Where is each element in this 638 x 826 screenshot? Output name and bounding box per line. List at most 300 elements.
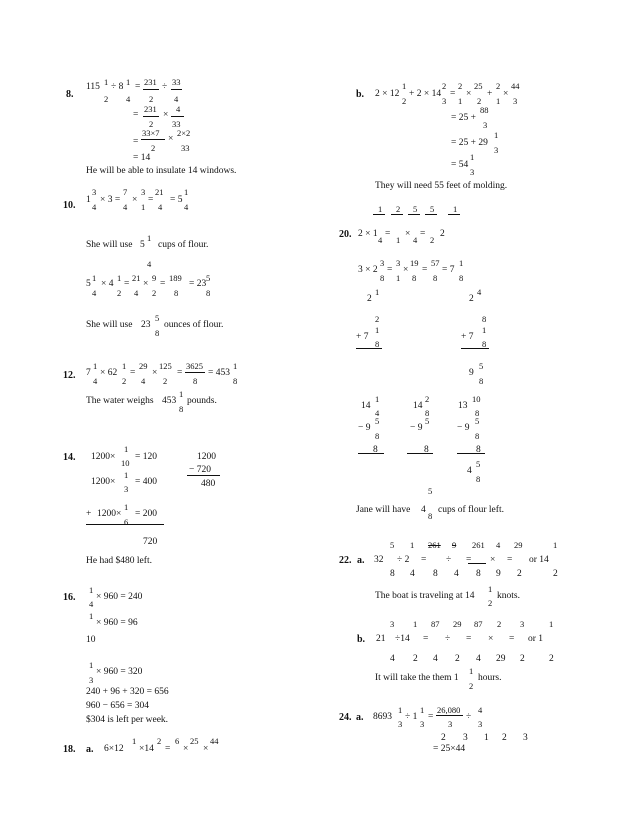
operator: × bbox=[466, 89, 472, 99]
fraction-bar bbox=[408, 214, 420, 215]
denominator: 8 bbox=[482, 339, 487, 349]
fraction-bar bbox=[436, 715, 463, 716]
equals: = bbox=[466, 634, 472, 644]
denominator: 3 bbox=[494, 145, 499, 155]
denominator: 8 bbox=[428, 511, 433, 521]
numerator: 1 bbox=[124, 444, 129, 454]
numerator: 19 bbox=[410, 258, 419, 268]
equals: = bbox=[450, 89, 456, 99]
numerator: 1 bbox=[378, 204, 383, 214]
numerator: 3 bbox=[396, 258, 401, 268]
denominator: 3 bbox=[442, 96, 447, 106]
numerator: 5 bbox=[475, 416, 480, 426]
operator: × 3 = bbox=[100, 195, 121, 205]
whole: 5 bbox=[86, 279, 91, 289]
equals: = bbox=[124, 279, 130, 289]
denominator: 8 bbox=[433, 569, 438, 579]
numerator: 231 bbox=[144, 77, 157, 87]
fraction-bar bbox=[425, 214, 437, 215]
cancel-factor: 1 bbox=[484, 733, 489, 743]
denominator: 2 bbox=[520, 654, 525, 664]
numerator: 25 bbox=[190, 736, 199, 746]
numerator: 1 bbox=[420, 705, 425, 715]
numerator: 1 bbox=[93, 361, 98, 371]
result: = 25×44 bbox=[433, 744, 466, 754]
numerator: 1 bbox=[549, 619, 554, 629]
operator: ÷ bbox=[446, 555, 452, 565]
numerator: 1 bbox=[179, 389, 184, 399]
denominator: 33 bbox=[172, 119, 181, 129]
numerator: 5 bbox=[428, 486, 433, 496]
expression: 2 × 1 bbox=[358, 229, 378, 239]
whole: 7 bbox=[86, 368, 91, 378]
answer-text: knots. bbox=[497, 591, 520, 601]
numerator: 3 bbox=[390, 619, 395, 629]
numerator: 7 bbox=[123, 187, 128, 197]
denominator: 8 bbox=[412, 273, 417, 283]
denominator: 2 bbox=[117, 288, 122, 298]
numerator: 1 bbox=[459, 258, 464, 268]
expression: × 960 = 240 bbox=[96, 592, 143, 602]
numerator: 5 bbox=[425, 416, 430, 426]
result: = 120 bbox=[135, 452, 157, 462]
sum-line bbox=[86, 524, 164, 525]
operator: ÷ 1 bbox=[405, 712, 418, 722]
numerator: 26,080 bbox=[437, 705, 461, 715]
denominator: 2 bbox=[149, 94, 154, 104]
operator: × bbox=[403, 265, 409, 275]
expression: 2 × 12 bbox=[375, 89, 400, 99]
whole: 5 bbox=[140, 240, 145, 250]
cancel-factor: 3 bbox=[463, 733, 468, 743]
answer-sentence: $304 is left per week. bbox=[86, 715, 169, 725]
equals: = bbox=[385, 229, 391, 239]
numerator: 4 bbox=[478, 705, 483, 715]
difference-line bbox=[407, 453, 433, 454]
denominator: 4 bbox=[89, 599, 94, 609]
expression: × 960 = 96 bbox=[96, 618, 138, 628]
numerator: 1 bbox=[553, 540, 558, 550]
denominator: 8 bbox=[475, 431, 480, 441]
numerator: 57 bbox=[431, 258, 440, 268]
answer-text: cups of flour. bbox=[158, 240, 209, 250]
numerator: 3 bbox=[141, 187, 146, 197]
whole: 4 bbox=[421, 505, 426, 515]
denominator: 8 bbox=[375, 431, 380, 441]
fraction-bar bbox=[143, 116, 159, 117]
numerator: 10 bbox=[472, 394, 481, 404]
numerator: 4 bbox=[496, 540, 501, 550]
denominator: 3 bbox=[398, 719, 403, 729]
operator: × bbox=[203, 744, 209, 754]
operator: × bbox=[168, 134, 174, 144]
numerator: 1 bbox=[375, 325, 380, 335]
whole: 14 bbox=[413, 401, 423, 411]
result: = 7 bbox=[442, 265, 455, 275]
denominator: 2 bbox=[517, 569, 522, 579]
denominator: 8 bbox=[476, 445, 481, 455]
numerator: 1 bbox=[126, 77, 131, 87]
numerator: 3 bbox=[520, 619, 525, 629]
denominator: 8 bbox=[482, 314, 487, 324]
numerator: 1 bbox=[482, 325, 487, 335]
denominator: 8 bbox=[433, 273, 438, 283]
denominator: 8 bbox=[179, 404, 184, 414]
numerator: 1 bbox=[470, 152, 475, 162]
answer-text: cups of flour left. bbox=[438, 505, 504, 515]
denominator: 2 bbox=[430, 235, 435, 245]
whole: 14 bbox=[361, 401, 371, 411]
numerator: 1 bbox=[89, 611, 94, 621]
operator: × bbox=[488, 634, 494, 644]
operator: × bbox=[183, 744, 189, 754]
numerator: 1 bbox=[92, 273, 97, 283]
denominator: 2 bbox=[469, 681, 474, 691]
denominator: 3 bbox=[89, 675, 94, 685]
result: = 200 bbox=[135, 509, 157, 519]
numerator: 1 bbox=[89, 660, 94, 670]
denominator: 2 bbox=[549, 654, 554, 664]
denominator: 4 bbox=[92, 288, 97, 298]
denominator: 1 bbox=[396, 235, 401, 245]
numerator: 33 bbox=[172, 77, 181, 87]
denominator: 1 bbox=[141, 202, 146, 212]
result: = 14 bbox=[133, 153, 151, 163]
numerator: 1 bbox=[413, 619, 418, 629]
numerator: 2 bbox=[425, 394, 430, 404]
minuend: 1200 bbox=[197, 452, 216, 462]
denominator: 8 bbox=[174, 288, 179, 298]
operator: × bbox=[132, 195, 138, 205]
denominator: 2 bbox=[152, 288, 157, 298]
numerator: 3 bbox=[92, 187, 97, 197]
answer-text: The boat is traveling at 14 bbox=[375, 591, 475, 601]
numerator: 87 bbox=[474, 619, 483, 629]
operator: × bbox=[163, 110, 169, 120]
answer-sentence: He will be able to insulate 14 windows. bbox=[86, 166, 237, 176]
denominator: 3 bbox=[478, 719, 483, 729]
fraction-bar bbox=[171, 89, 182, 90]
denominator: 1 bbox=[458, 96, 463, 106]
numerator: 1 bbox=[89, 585, 94, 595]
fraction-bar bbox=[185, 372, 205, 373]
numerator: 21 bbox=[132, 273, 141, 283]
difference-line bbox=[187, 475, 220, 476]
part-label: a. bbox=[356, 712, 364, 723]
numerator: 1 bbox=[122, 361, 127, 371]
part-label: a. bbox=[357, 555, 365, 566]
equals: = bbox=[466, 555, 472, 565]
numerator: 1 bbox=[117, 273, 122, 283]
equals: = bbox=[165, 744, 171, 754]
problem-number: 10. bbox=[63, 200, 76, 211]
denominator: 8 bbox=[375, 339, 380, 349]
part-label: b. bbox=[357, 634, 366, 645]
numerator: 9 bbox=[452, 540, 457, 550]
cancel-factor: 2 bbox=[502, 733, 507, 743]
denominator: 3 bbox=[483, 120, 488, 130]
sum-line bbox=[356, 348, 382, 349]
result: = 23 bbox=[189, 279, 207, 289]
denominator: 10 bbox=[86, 635, 96, 645]
denominator: 2 bbox=[104, 94, 109, 104]
denominator: 29 bbox=[496, 654, 506, 664]
equals: = bbox=[135, 82, 141, 92]
sum: 720 bbox=[143, 537, 158, 547]
equals: = bbox=[428, 712, 434, 722]
denominator: 3 bbox=[513, 96, 518, 106]
numerator: 44 bbox=[511, 81, 520, 91]
denominator: 6 bbox=[124, 517, 129, 527]
numerator: 1 bbox=[469, 666, 474, 676]
numerator: 1 bbox=[132, 736, 137, 746]
operator: ÷14 bbox=[395, 634, 410, 644]
whole: 2 bbox=[469, 294, 474, 304]
numerator: 1 bbox=[375, 287, 380, 297]
denominator: 9 bbox=[496, 569, 501, 579]
denominator: 8 bbox=[475, 408, 480, 418]
problem-number: 20. bbox=[339, 229, 352, 240]
denominator: 8 bbox=[380, 273, 385, 283]
expression: = 25 + bbox=[451, 113, 476, 123]
answer-sentence: They will need 55 feet of molding. bbox=[375, 181, 508, 191]
numerator: 29 bbox=[139, 361, 148, 371]
equals: = bbox=[507, 555, 513, 565]
equals: = bbox=[420, 229, 426, 239]
equals: = bbox=[130, 368, 136, 378]
numerator: 189 bbox=[169, 273, 182, 283]
equals: = bbox=[133, 137, 139, 147]
numerator: 5 bbox=[375, 416, 380, 426]
sum-line bbox=[461, 348, 489, 349]
numerator: 1 bbox=[147, 233, 152, 243]
numerator: 5 bbox=[430, 204, 435, 214]
denominator: 4 bbox=[375, 408, 380, 418]
equals: = bbox=[387, 265, 393, 275]
numerator: 29 bbox=[453, 619, 462, 629]
plus-sign: + bbox=[86, 509, 92, 519]
denominator: 8 bbox=[476, 474, 481, 484]
subtrahend: − 9 bbox=[457, 423, 470, 433]
denominator: 2 bbox=[149, 119, 154, 129]
answer-text: It will take the them 1 bbox=[375, 673, 459, 683]
numerator: 87 bbox=[431, 619, 440, 629]
numerator: 5 bbox=[413, 204, 418, 214]
numerator: 1 bbox=[402, 81, 407, 91]
fraction-bar bbox=[373, 214, 385, 215]
whole: 453 bbox=[162, 396, 177, 406]
cancel-factor: 3 bbox=[523, 733, 528, 743]
numerator: 5 bbox=[476, 459, 481, 469]
numerator: 6 bbox=[175, 736, 180, 746]
denominator: 4 bbox=[390, 654, 395, 664]
denominator: 4 bbox=[184, 202, 189, 212]
difference-line: 960 − 656 = 304 bbox=[86, 701, 149, 711]
numerator: 33×7 bbox=[142, 128, 160, 138]
difference-line bbox=[358, 453, 384, 454]
answer-text: The water weighs bbox=[86, 396, 154, 406]
result: = 54 bbox=[451, 160, 469, 170]
denominator: 8 bbox=[206, 288, 211, 298]
difference: 480 bbox=[201, 479, 216, 489]
denominator: 3 bbox=[470, 167, 475, 177]
whole: 115 bbox=[86, 82, 100, 92]
operator: × bbox=[405, 229, 411, 239]
part-label: a. bbox=[86, 744, 94, 755]
problem-number: 24. bbox=[339, 712, 352, 723]
denominator: 8 bbox=[233, 376, 238, 386]
subtrahend: − 9 bbox=[358, 423, 371, 433]
expression: × 960 = 320 bbox=[96, 667, 143, 677]
answer-text: pounds. bbox=[187, 396, 217, 406]
denominator: 2 bbox=[553, 569, 558, 579]
denominator: 8 bbox=[476, 569, 481, 579]
expression: ×14 bbox=[139, 744, 154, 754]
numerator: 1 bbox=[375, 394, 380, 404]
expression: 6×12 bbox=[104, 744, 124, 754]
denominator: 8 bbox=[459, 273, 464, 283]
denominator: 10 bbox=[121, 458, 130, 468]
fraction-bar bbox=[391, 214, 403, 215]
denominator: 33 bbox=[181, 143, 190, 153]
addend: + 7 bbox=[461, 332, 474, 342]
result: = 400 bbox=[135, 477, 157, 487]
denominator: 4 bbox=[433, 654, 438, 664]
denominator: 1 bbox=[396, 273, 401, 283]
expression: 1200× bbox=[91, 452, 116, 462]
numerator: 25 bbox=[474, 81, 483, 91]
expression: = 25 + 29 bbox=[451, 138, 488, 148]
numerator: 231 bbox=[144, 104, 157, 114]
operator: ÷ 2 bbox=[397, 555, 410, 565]
numerator: 1 bbox=[494, 130, 499, 140]
equals: = bbox=[133, 110, 139, 120]
denominator: 3 bbox=[448, 719, 453, 729]
denominator: 2 bbox=[455, 654, 460, 664]
denominator: 2 bbox=[402, 96, 407, 106]
equals: = bbox=[422, 265, 428, 275]
whole: 9 bbox=[469, 368, 474, 378]
numerator: 1 bbox=[184, 187, 189, 197]
numerator: 1 bbox=[453, 204, 458, 214]
denominator: 8 bbox=[424, 445, 429, 455]
answer-text: Jane will have bbox=[356, 505, 411, 515]
expression: 3 × 2 bbox=[358, 265, 378, 275]
numerator: 5 bbox=[390, 540, 395, 550]
operator: ÷ bbox=[445, 634, 451, 644]
operator: × 62 bbox=[100, 368, 118, 378]
denominator: 8 bbox=[425, 408, 430, 418]
numerator: 2 bbox=[496, 81, 501, 91]
denominator: 8 bbox=[155, 328, 160, 338]
numerator: 9 bbox=[152, 273, 157, 283]
numerator: 1 bbox=[410, 540, 415, 550]
numerator: 5 bbox=[155, 313, 160, 323]
subtrahend: − 9 bbox=[410, 423, 423, 433]
denominator: 8 bbox=[479, 376, 484, 386]
answer-text: hours. bbox=[478, 673, 502, 683]
numerator: 29 bbox=[514, 540, 523, 550]
fraction-bar bbox=[448, 214, 460, 215]
denominator: 3 bbox=[124, 484, 129, 494]
expression: 1200× bbox=[91, 477, 116, 487]
numerator: 2 bbox=[157, 736, 162, 746]
result: or 14 bbox=[529, 555, 549, 565]
numerator: 1 bbox=[233, 361, 238, 371]
whole: 4 bbox=[467, 466, 472, 476]
numerator: 261 bbox=[472, 540, 485, 550]
numerator: 1 bbox=[104, 77, 109, 87]
expression: + 2 × 14 bbox=[409, 89, 442, 99]
denominator: 4 bbox=[378, 235, 383, 245]
numerator: 2 bbox=[442, 81, 447, 91]
problem-number: 14. bbox=[63, 452, 76, 463]
numerator: 261 bbox=[428, 540, 441, 550]
denominator: 2 bbox=[413, 654, 418, 664]
numerator: 1 bbox=[488, 584, 493, 594]
denominator: 4 bbox=[147, 259, 152, 269]
whole: 32 bbox=[374, 555, 384, 565]
operator: ÷ 8 bbox=[111, 82, 124, 92]
denominator: 2 bbox=[163, 376, 168, 386]
denominator: 2 bbox=[477, 96, 482, 106]
whole: 21 bbox=[376, 634, 386, 644]
numerator: 5 bbox=[479, 361, 484, 371]
numerator: 3 bbox=[380, 258, 385, 268]
denominator: 4 bbox=[134, 288, 139, 298]
numerator: 4 bbox=[176, 104, 181, 114]
numerator: 1 bbox=[398, 705, 403, 715]
numerator: 125 bbox=[159, 361, 172, 371]
denominator: 4 bbox=[92, 202, 97, 212]
whole: 13 bbox=[458, 401, 468, 411]
denominator: 4 bbox=[413, 235, 418, 245]
addend: + 7 bbox=[356, 332, 369, 342]
denominator: 4 bbox=[410, 569, 415, 579]
denominator: 4 bbox=[126, 94, 131, 104]
result: = 5 bbox=[170, 195, 183, 205]
operator: ÷ bbox=[162, 82, 168, 92]
fraction-bar bbox=[143, 89, 159, 90]
operator: × bbox=[143, 279, 149, 289]
equals: = bbox=[421, 555, 427, 565]
denominator: 4 bbox=[476, 654, 481, 664]
problem-number: 12. bbox=[63, 370, 76, 381]
denominator: 2 bbox=[488, 598, 493, 608]
denominator: 3 bbox=[420, 719, 425, 729]
fraction-bar bbox=[141, 139, 165, 140]
operator: ÷ bbox=[466, 712, 472, 722]
result: or 1 bbox=[528, 634, 544, 644]
answer-sentence: He had $480 left. bbox=[86, 556, 152, 566]
result: 2 bbox=[440, 229, 445, 239]
denominator: 4 bbox=[454, 569, 459, 579]
operator: × bbox=[503, 89, 509, 99]
problem-number: 8. bbox=[66, 89, 74, 100]
sum-line: 240 + 96 + 320 = 656 bbox=[86, 687, 169, 697]
equals: = bbox=[423, 634, 429, 644]
result: = 453 bbox=[208, 368, 230, 378]
fraction-bar bbox=[171, 116, 184, 117]
numerator: 1 bbox=[124, 502, 129, 512]
problem-number: 16. bbox=[63, 592, 76, 603]
denominator: 2 bbox=[375, 314, 380, 324]
equals: = bbox=[148, 195, 154, 205]
numerator: 5 bbox=[206, 273, 211, 283]
numerator: 3625 bbox=[186, 361, 203, 371]
denominator: 4 bbox=[93, 376, 98, 386]
cancel-factor: 2 bbox=[441, 733, 446, 743]
